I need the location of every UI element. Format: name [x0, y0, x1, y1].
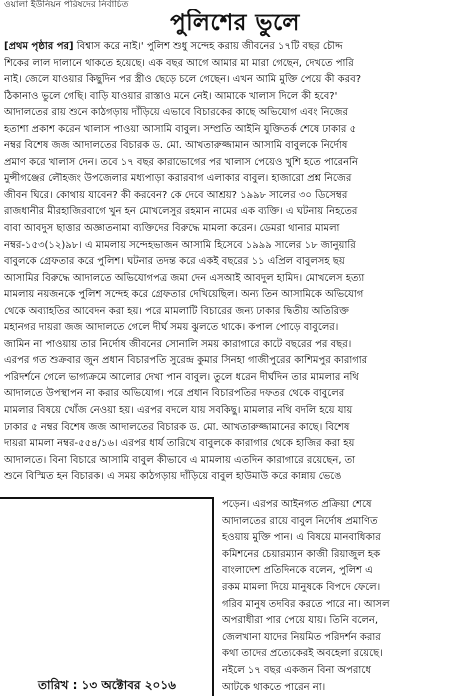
article-line-text: বিশ্বাস করে নাই।' পুলিশ শুধু সন্দেহ করায় জীবনের ১৭টি বছর চৌদ্দ — [73, 41, 343, 52]
column-line: আটকে থাকতে পারেন না। — [222, 681, 326, 693]
article-line: নাই। জেলে যাওয়ার কিছুদিন পর স্ত্রীও ছেড়ে চলে গেছেন। এখন আমি মুক্তি পেয়ে কী করব? — [4, 74, 362, 86]
article-line: পরিদর্শনে গেলে ভাগ্যক্রমে আলোর দেখা পান বাবুল। তুলে ধরেন দীর্ঘদিন তার মামলার নথি — [4, 371, 359, 383]
date-label: তারিখ : ১৩ অক্টোবর ২০১৬ — [38, 678, 176, 692]
article-line: শিকের লাল দালানে থাকতে হয়েছে। এক বছর আগে আমার মা মারা গেছেন, দেখতে পারি — [4, 57, 354, 69]
article-line: বাবুলকে গ্রেফতার করে পুলিশ। ঘটনার তদন্ত করে একই বছরের ১১ এপ্রিল বাবুলসহ ছয় — [4, 256, 345, 268]
article-body — [4, 39, 462, 486]
article-line: রাজধানীর মীরহাজিরবাগে খুন হন মোখলেসুর রহমান নামের এক ব্যক্তি। এ ঘটনায় নিহতের — [4, 206, 358, 218]
continuation-tag: [প্রথম পৃষ্ঠার পর] — [4, 41, 74, 52]
article-line: মামলায় নয়জনকে পুলিশ সন্দেহ করে গ্রেফতার দেখিয়েছিল। অন্য তিন আসামিকে অভিযোগ — [4, 289, 364, 301]
article-line — [4, 39, 462, 56]
column-line: গরিব মানুষ তদবির করতে পারে না। আসল — [222, 598, 390, 610]
column-line: নইলে ১৭ বছর একজন বিনা অপরাধে — [222, 664, 371, 676]
clipped-top-text: ওয়ালা ইউনিয়ন পরিষদের নির্বাচিত — [4, 0, 129, 10]
article-line: মামলার বিষয়ে খোঁজ নেওয়া হয়। এরপর বদলে যায় সবকিছু। মামলার নথি বদলি হয়ে যায় — [4, 405, 353, 417]
column-line: বাংলাদেশ প্রতিদিনকে বলেন, পুলিশ এ — [222, 565, 373, 577]
date-box — [0, 497, 214, 696]
article-line: হতাশা প্রকাশ করেন খালাস পাওয়া আসামি বাবুল। সম্প্রতি আইনি যুক্তিতর্ক শেষে ঢাকার ৫ — [4, 123, 357, 135]
article-line: প্রমাণ করে খালাস দেন। তবে ১৭ বছর কারাভোগের পর খালাস পেয়েও খুশি হতে পারেননি — [4, 156, 358, 168]
article-line: জীবন ঘিরে। কোথায় যাবেন? কী করবেন? কে দেবে আশ্রয়? ১৯৯৮ সালের ৩০ ডিসেম্বর — [4, 189, 348, 201]
article-line: নম্বর-১৫৩(১২)৯৮। এ মামলায় সন্দেহভাজন আসামি হিসেবে ১৯৯৯ সালের ১৮ জানুয়ারি — [4, 239, 356, 251]
column-line: পড়েন। এরপর আইনগত প্রক্রিয়া শেষে — [222, 499, 372, 510]
column-line: আদালতের রায়ে বাবুল নির্দোষ প্রমাণিত — [222, 515, 378, 527]
article-line: নম্বর বিশেষ জজ আদালতের বিচারক ড. মো. আখতারুজ্জামান আসামি বাবুলকে নির্দোষ — [4, 140, 348, 152]
article-line: আদালতে উপস্থাপন না করার অভিযোগ। পরে প্রধান বিচারপতির দফতর থেকে বাবুলের — [4, 388, 345, 400]
article-line: আদালতের রায় শুনে কাঠগড়ায় দাঁড়িয়ে এভাবে বিচারকের কাছে অভিযোগ এবং নিজের — [4, 107, 348, 119]
column-line: হওয়ায় মুক্তি পান। এ বিষয়ে মানবাধিকার — [222, 532, 381, 544]
article-line: ঢাকার ৫ নম্বর বিশেষ জজ আদালতের বিচারক ড. মো. আখতারুজ্জামানের কাছে। বিশেষ — [4, 421, 350, 433]
article-line: ঠিকানাও ভুলে গেছি। বাড়ি যাওয়ার রাস্তাও মনে নেই। আমাকে খালাস দিলে কী হবে?' — [4, 90, 338, 102]
headline: পুলিশের ভুলে — [170, 10, 300, 36]
article-line: মহানগর দায়রা জজ আদালতে গেলে দীর্ঘ সময় ঝুলতে থাকে। কপাল পোড়ে বাবুলের। — [4, 322, 339, 334]
article-line: এরপর গত শুক্রবার জুন প্রধান বিচারপতি সুরেন্দ্র কুমার সিনহা গাজীপুরের কাশিমপুর কারাগার — [4, 355, 368, 367]
column-line: কমিশনের চেয়ারম্যান কাজী রিয়াজুল হক — [222, 548, 381, 560]
article-line: মুন্সীগঞ্জের লৌহজং উপজেলার মধ্যপাড়া করারবাগ এলাকার বাবুল। হাজারো প্রশ্ন নিজের — [4, 173, 352, 185]
article-line: শুনে বিস্মিত হন বিচারক। এ সময় কাঠগড়ায় দাঁড়িয়ে বাবুল হাউমাউ করে কান্নায় ভেঙে — [4, 471, 342, 483]
column-line: জেলখানা যাদের নিয়মিত পরিদর্শন করার — [222, 631, 381, 643]
column-line: রকম মামলা দিয়ে মানুষকে বিপদে ফেলে। — [222, 581, 381, 593]
article-line: বাবা আবদুস ছাত্তার অজ্ঞাতনামা ব্যক্তিদের বিরুদ্ধে মামলা করেন। ডেমরা থানার মামলা — [4, 223, 340, 235]
column-line: অপরাধীরা পার পেয়ে যায়। তিনি বলেন, — [222, 615, 379, 627]
article-line: জামিন না পাওয়ায় তার নির্দোষ জীবনের সোনালি সময় কারাগারে কাটে বছরের পর বছর। — [4, 338, 352, 350]
article-line: দায়রা মামলা নম্বর-৫৫৪/১৬। এরপর ধার্য তারিখে বাবুলকে কারাগার থেকে হাজির করা হয় — [4, 438, 355, 450]
article-continued-column — [222, 497, 462, 696]
article-line: আদালতে। বিনা বিচারে আসামি বাবুল কীভাবে এ মামলায় এতদিন কারাগারে রয়েছেন, তা — [4, 454, 356, 466]
article-line: আসামির বিরুদ্ধে আদালতে অভিযোগপত্র জমা দেন এসআই আবদুল হামিদ। মোখলেস হত্যা — [4, 272, 365, 284]
article-line: থেকে অব্যাহতির আবেদন করা হয়। পরে মামলাটি বিচারের জন্য ঢাকার দ্বিতীয় অতিরিক্ত — [4, 305, 349, 317]
column-line: কথা তাদের প্রত্যেকেরই অবহেলা রয়েছে। — [222, 648, 383, 660]
